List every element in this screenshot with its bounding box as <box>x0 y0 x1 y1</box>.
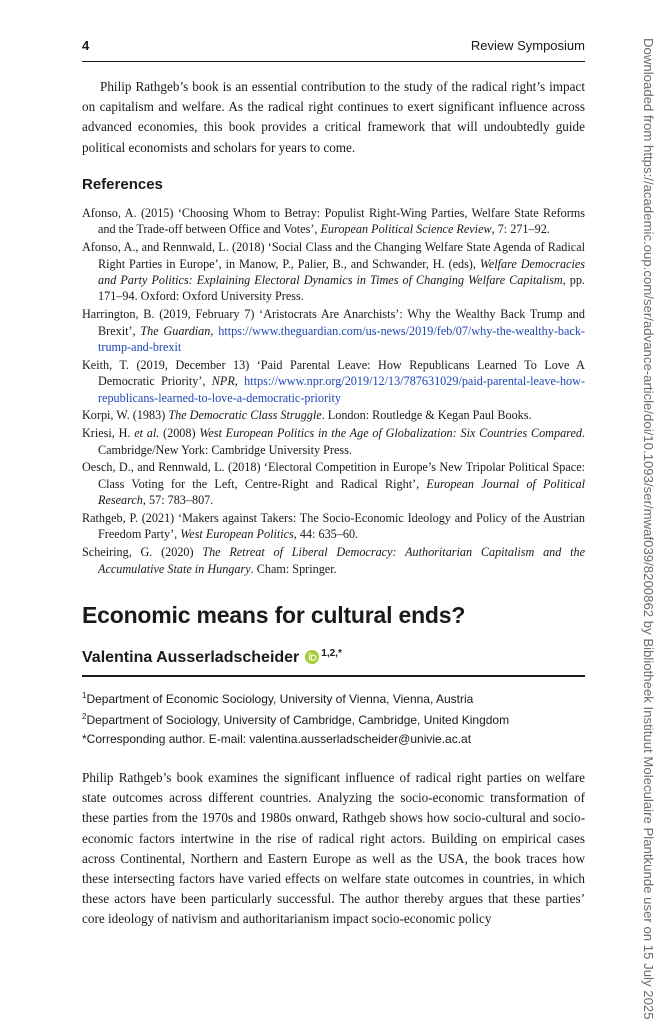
running-head <box>82 38 585 58</box>
journal-section: Review Symposium <box>470 38 585 53</box>
reference-link[interactable]: https://www.theguardian.com/us-news/2019/feb/07/why-the-wealthy-back-trump-and-brexit <box>98 323 585 355</box>
corresponding-author: *Corresponding author. E-mail: valentina.ausserladscheider@univie.ac.at <box>82 732 472 746</box>
download-note: Downloaded from https://academic.oup.com/ser/advance-article/doi/10.1093/ser/mwaf039/8200862 by Bibliotheek Instituut Moleculaire Plantkunde user on 15 July 2025 <box>641 38 656 1020</box>
paragraph-text: Philip Rathgeb’s book is an essential contribution to the study of the radical right’s impact on capitalism and welfare. As the radical right continues to exert significant influence across advanced economies, this book provides a critical framework that will undoubtedly guide political economists and scholars for years to come. <box>82 79 585 155</box>
reference-list <box>82 205 585 578</box>
opening-paragraph <box>82 768 585 930</box>
download-watermark <box>640 38 660 1020</box>
article-title: Economic means for cultural ends? <box>82 602 466 628</box>
reference-item: Scheiring, G. (2020) The Retreat of Liberal Democracy: Authoritarian Capitalism and the Accumulative State in Hungary. Cham: Springer. <box>82 545 585 576</box>
affiliations <box>82 687 509 729</box>
reference-item: Keith, T. (2019, December 13) ‘Paid Parental Leave: How Republicans Learned To Love A Democratic Priority’, NPR, https://www.npr.org/2019/12/13/787631029/paid-parental-leave-how-republicans-learned-to-love-a-democratic-priority <box>82 357 585 405</box>
reference-item: Afonso, A. (2015) ‘Choosing Whom to Betray: Populist Right-Wing Parties, Welfare State Reforms and the Trade-off between Office and Votes’, European Political Science Review, 7: 271–92. <box>82 206 585 237</box>
reference-item: Harrington, B. (2019, February 7) ‘Aristocrats Are Anarchists’: Why the Wealthy Back Trump and Brexit’, The Guardian, https://www.theguardian.com/us-news/2019/feb/07/why-the-wealthy-back-trump-and-brexit <box>82 307 585 355</box>
reference-item: Afonso, A., and Rennwald, L. (2018) ‘Social Class and the Changing Welfare State Agenda of Radical Right Parties in Europe’, in Manow, P., Palier, B., and Schwander, H. (eds), Welfare Democracies and Party Politics: Explaining Electoral Dynamics in Times of Changing Welfare Capitalism, pp. 171–94. Oxford: Oxford University Press. <box>82 240 586 304</box>
affiliation-item: $^2$Department of Sociology, University of Cambridge, Cambridge, United Kingdom <box>82 712 510 727</box>
affiliation-item: $^1$Department of Economic Sociology, University of Vienna, Vienna, Austria <box>82 691 474 706</box>
page-number: 4 <box>82 38 90 53</box>
author-divider <box>82 675 585 677</box>
references-heading: References <box>82 176 163 193</box>
author-line <box>82 648 342 667</box>
orcid-icon[interactable] <box>305 650 319 664</box>
reference-item: Rathgeb, P. (2021) ‘Makers against Takers: The Socio-Economic Ideology and Policy of the Austrian Freedom Party’, West European Politics, 44: 635–60. <box>82 511 585 542</box>
conclusion-paragraph <box>82 77 585 158</box>
reference-item: Kriesi, H. et al. (2008) West European Politics in the Age of Globalization: Six Countries Compared. Cambridge/New York: Cambridge University Press. <box>82 426 586 457</box>
header-divider <box>82 61 585 62</box>
reference-link[interactable]: https://www.npr.org/2019/12/13/787631029/paid-parental-leave-how-republicans-learned-to-love-a-democratic-priority <box>98 374 585 405</box>
author-name: Valentina Ausserladscheider <box>82 649 300 666</box>
paragraph-text: Philip Rathgeb’s book examines the significant influence of radical right parties on welfare state outcomes across different countries. Analyzing the socio-economic transformation of these parties from the 1970s and 1980s onward, Rathgeb shows how socio-cultural and socio-economic factors intertwine in the rise of radical right actors. Building on empirical cases across Continental, Northern and Eastern Europe as well as the USA, the book traces how these intersecting factors have varied effects on welfare state outcomes in countries, in which these actors have been particularly successful. The author thereby argues that these parties’ core ideology of nativism and authoritarianism impact socio-economic policy <box>82 770 585 927</box>
reference-item: Oesch, D., and Rennwald, L. (2018) ‘Electoral Competition in Europe’s New Tripolar Political Space: Class Voting for the Left, Centre-Right and Radical Right’, European Journal of Political Research, 57: 783–807. <box>82 460 585 508</box>
reference-item: Korpi, W. (1983) The Democratic Class Struggle. London: Routledge & Kegan Paul Books. <box>82 408 532 423</box>
author-affiliation-marks: 1,2,* <box>321 648 342 659</box>
